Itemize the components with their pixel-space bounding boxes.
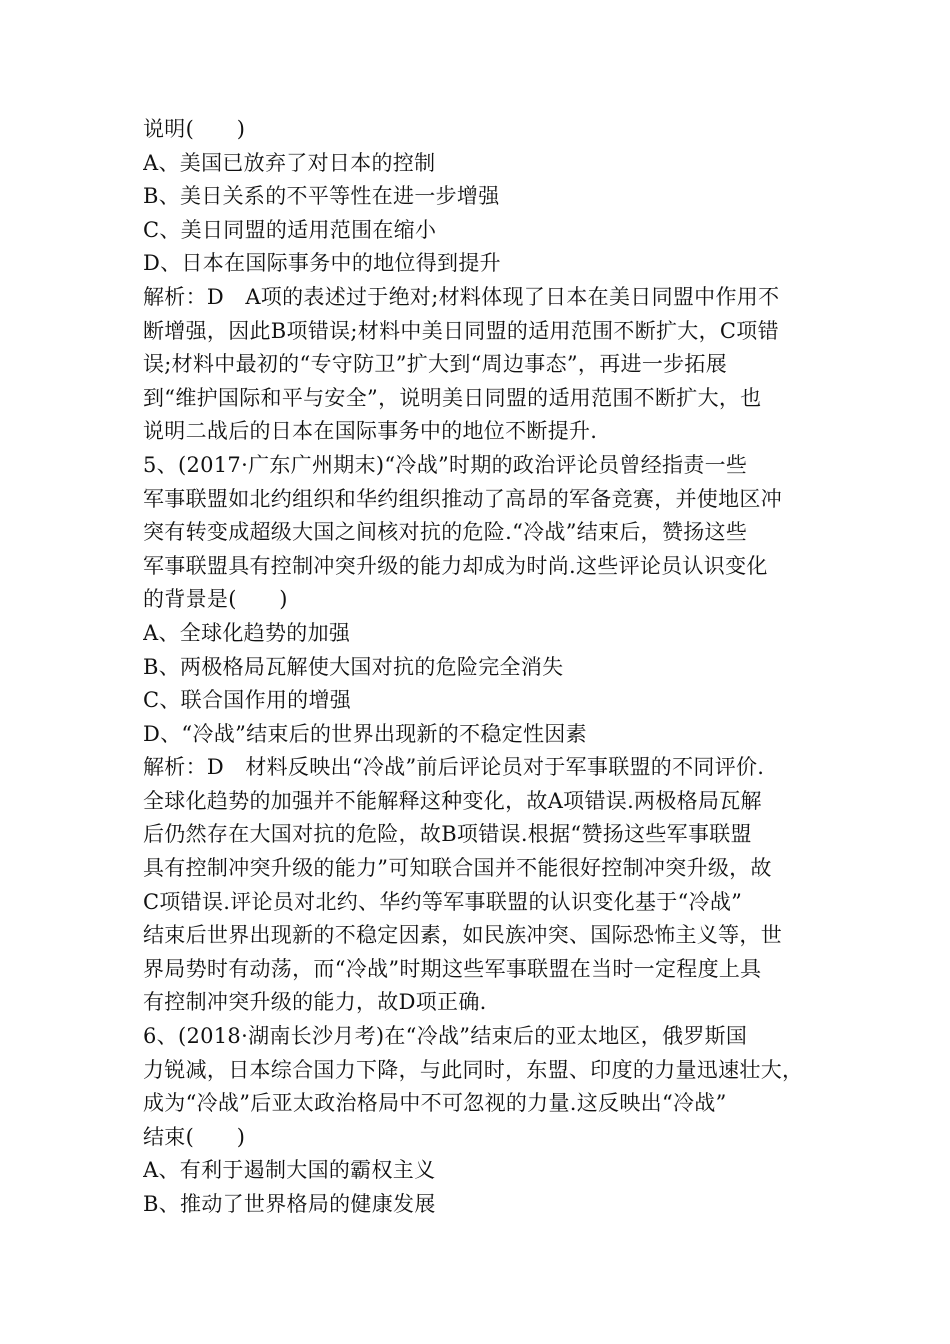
analysis-line: 有控制冲突升级的能力，故D项正确. [143, 990, 487, 1015]
option-d: D、日本在国际事务中的地位得到提升 [143, 251, 501, 276]
option-d: D、“冷战”结束后的世界出现新的不稳定性因素 [143, 721, 587, 746]
option-a: A、美国已放弃了对日本的控制 [143, 150, 436, 175]
option-b: B、两极格局瓦解使大国对抗的危险完全消失 [143, 654, 564, 679]
option-c: C、美日同盟的适用范围在缩小 [143, 217, 437, 242]
document-body [143, 113, 813, 1222]
analysis-line: 解析：D 材料反映出“冷战”前后评论员对于军事联盟的不同评价. [143, 755, 765, 780]
question-5-line: 5、(2017·广东广州期末)“冷战”时期的政治评论员曾经指责一些 [143, 452, 748, 477]
analysis-line: 后仍然存在大国对抗的危险，故B项错误.根据“赞扬这些军事联盟 [143, 822, 752, 847]
analysis-line: 误;材料中最初的“专守防卫”扩大到“周边事态”，再进一步拓展 [143, 352, 728, 377]
option-c: C、联合国作用的增强 [143, 688, 352, 713]
option-a: A、有利于遏制大国的霸权主义 [143, 1158, 436, 1183]
question-6-line: 力锐减，日本综合国力下降，与此同时，东盟、印度的力量迅速壮大， [143, 1057, 804, 1082]
analysis-line: C项错误.评论员对北约、华约等军事联盟的认识变化基于“冷战” [143, 889, 743, 914]
question-6-line: 成为“冷战”后亚太政治格局中不可忽视的力量.这反映出“冷战” [143, 1091, 727, 1116]
analysis-line: 界局势时有动荡，而“冷战”时期这些军事联盟在当时一定程度上具 [143, 956, 762, 981]
question-5-line: 突有转变成超级大国之间核对抗的危险.“冷战”结束后，赞扬这些 [143, 520, 748, 545]
option-b: B、美日关系的不平等性在进一步增强 [143, 184, 500, 209]
question-6-line: 6、(2018·湖南长沙月考)在“冷战”结束后的亚太地区，俄罗斯国 [143, 1024, 748, 1049]
option-a: A、全球化趋势的加强 [143, 620, 351, 645]
analysis-line: 全球化趋势的加强并不能解释这种变化，故A项错误.两极格局瓦解 [143, 788, 762, 813]
question-5-line: 军事联盟如北约组织和华约组织推动了高昂的军备竞赛，并使地区冲 [143, 486, 782, 511]
question-6-line: 结束( ) [143, 1124, 246, 1149]
question-5-line: 的背景是( ) [143, 587, 288, 612]
option-b: B、推动了世界格局的健康发展 [143, 1192, 436, 1216]
analysis-line: 解析：D A项的表述过于绝对;材料体现了日本在美日同盟中作用不 [143, 284, 780, 309]
question-5-line: 军事联盟具有控制冲突升级的能力却成为时尚.这些评论员认识变化 [143, 553, 768, 578]
analysis-line: 具有控制冲突升级的能力”可知联合国并不能很好控制冲突升级，故 [143, 856, 772, 881]
analysis-line: 到“维护国际和平与安全”，说明美日同盟的适用范围不断扩大，也 [143, 385, 762, 410]
analysis-line: 结束后世界出现新的不稳定因素，如民族冲突、国际恐怖主义等，世 [143, 923, 782, 948]
question-stem-end: 说明( ) [143, 117, 246, 141]
analysis-line: 断增强，因此B项错误;材料中美日同盟的适用范围不断扩大，C项错 [143, 318, 779, 343]
analysis-line: 说明二战后的日本在国际事务中的地位不断提升. [143, 419, 598, 444]
